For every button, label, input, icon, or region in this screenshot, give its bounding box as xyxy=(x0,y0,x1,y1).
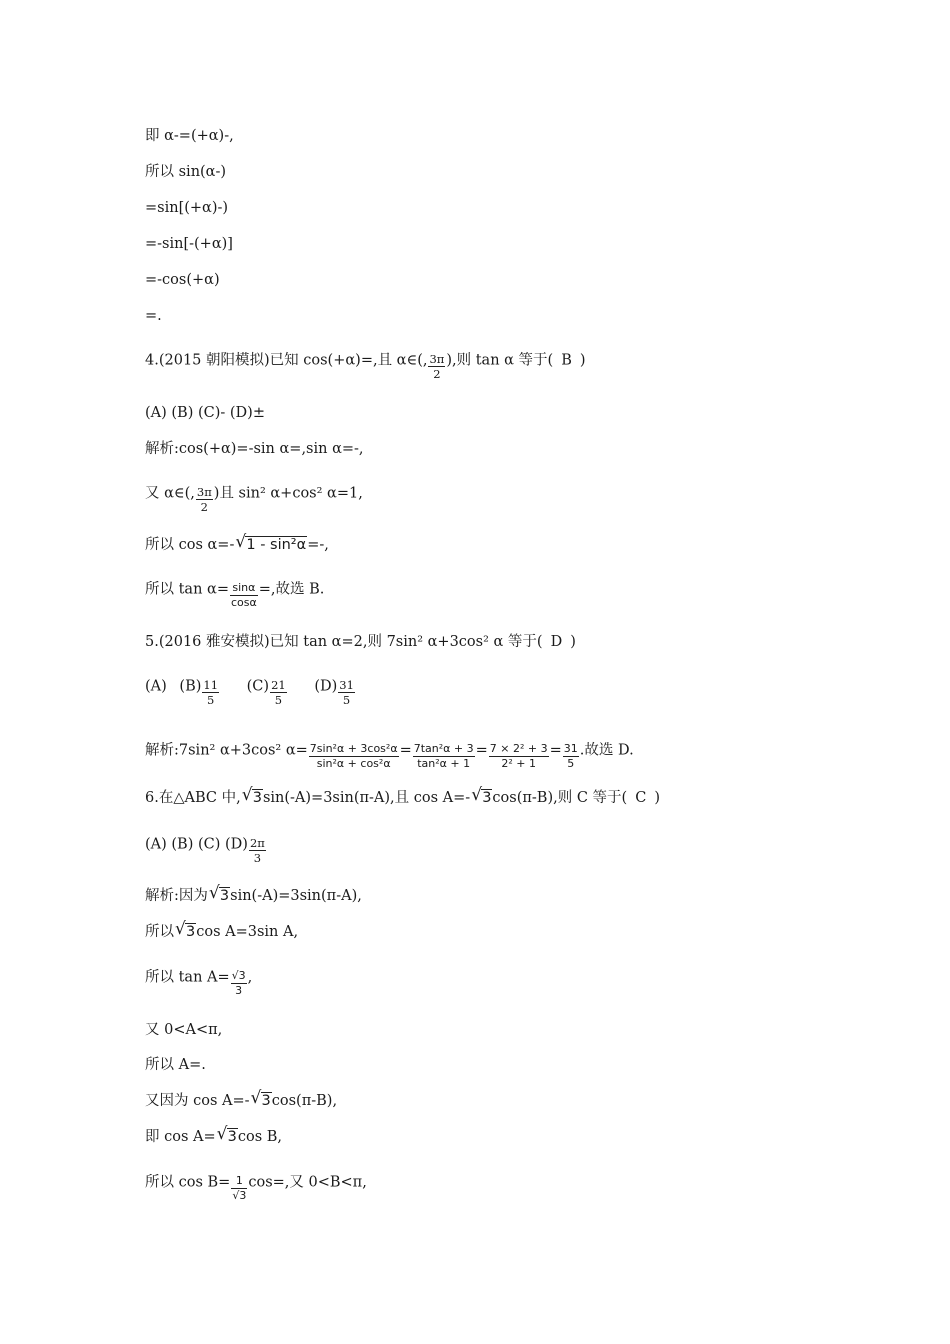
q5-stem-a: 5.(2016 雅安模拟)已知 tan α=2,则 7sin² α+3cos² α 等于( xyxy=(145,634,543,650)
l06: =. xyxy=(145,308,162,324)
q6-sol6-a: 又因为 cos A=- xyxy=(145,1093,250,1109)
q6-sol7-b: cos B, xyxy=(237,1129,283,1145)
q6-sol3-den: 3 xyxy=(235,984,243,997)
q5-opt-a: (A) xyxy=(145,678,167,695)
q5-f1-num: 7sin²α + 3cos²α xyxy=(309,742,398,755)
q6-sol6 xyxy=(145,1091,337,1111)
q4-frac-num: 3π xyxy=(429,352,445,366)
q6-sol7-sqrt xyxy=(217,1127,238,1147)
q6-sol8-b: cos=,又 0<B<π, xyxy=(248,1174,367,1191)
q5-opt-c-den: 5 xyxy=(274,693,283,707)
q6-stem-b: sin(-A)=3sin(π-A),且 cos A=- xyxy=(262,790,471,806)
l05: =-cos(+α) xyxy=(145,272,220,288)
q6-sol8-num: 1 xyxy=(231,1174,247,1189)
q4-sol4-frac xyxy=(230,581,258,610)
q5-eq1: = xyxy=(399,742,412,759)
q5-f1-den: sin²α + cos²α xyxy=(316,757,391,770)
q5-opt-d-frac xyxy=(338,678,355,707)
q5-opt-d-num: 31 xyxy=(339,678,354,692)
q5-f4-den: 5 xyxy=(567,757,575,770)
l04: =-sin[-(+α)] xyxy=(145,236,233,252)
q5-f4 xyxy=(563,742,579,771)
q4-sol4-a: 所以 tan α= xyxy=(145,581,229,598)
q6-sol2-b: cos A=3sin A, xyxy=(196,924,299,940)
q4-options: (A) (B) (C)- (D)± xyxy=(145,405,265,421)
q5-opt-b-den: 5 xyxy=(207,693,215,707)
q4-sol3-a: 所以 cos α=- xyxy=(145,537,235,553)
q5-opt-b-num: 11 xyxy=(203,678,219,692)
q4-sol3-b: =-, xyxy=(307,537,329,553)
q5-sol-a: 解析:7sin² α+3cos² α= xyxy=(145,742,308,759)
q6-opt-d-num: 2π xyxy=(249,836,265,850)
q6-stem-rad: 3 xyxy=(252,790,262,806)
q6-sol1-a: 解析:因为 xyxy=(145,888,208,904)
q5-opt-b-frac xyxy=(202,678,219,707)
q6-sol3-b: , xyxy=(247,969,253,986)
q5-options xyxy=(145,672,356,707)
q4-sol2-b: )且 sin² α+cos² α=1, xyxy=(213,485,363,502)
q6-sol1-b: sin(-A)=3sin(π-A), xyxy=(230,888,362,904)
q6-stem xyxy=(145,788,660,808)
q6-answer: C xyxy=(635,790,647,806)
q4-sol2 xyxy=(145,479,363,514)
q4-answer: B xyxy=(561,352,572,369)
q5-answer: D xyxy=(550,634,563,650)
q6-sol3-a: 所以 tan A= xyxy=(145,969,230,986)
q6-stem-c: cos(π-B),则 C 等于( xyxy=(492,790,628,806)
q4-sol1: 解析:cos(+α)=-sin α=,sin α=-, xyxy=(145,441,364,457)
q5-eq3: = xyxy=(549,742,562,759)
q5-opt-c-num: 21 xyxy=(271,678,286,692)
q4-stem-c: ) xyxy=(579,352,586,369)
q4-sol2-frac xyxy=(196,485,213,514)
q5-stem xyxy=(145,632,576,652)
l02: 所以 sin(α-) xyxy=(145,164,227,180)
q5-opt-d: (D) xyxy=(314,678,338,695)
q6-sol8-a: 所以 cos B= xyxy=(145,1174,231,1191)
q6-sol7-a: 即 cos A= xyxy=(145,1129,216,1145)
q5-f2-num: 7tan²α + 3 xyxy=(413,742,474,755)
q4-sol2-den: 2 xyxy=(200,500,208,514)
q6-sol6-sqrt xyxy=(251,1091,272,1111)
q5-opt-c-frac xyxy=(270,678,287,707)
q6-sol5: 所以 A=. xyxy=(145,1057,206,1073)
q4-sol3 xyxy=(145,535,329,555)
q4-sol4-num: sinα xyxy=(230,581,258,596)
l01: 即 α-=(+α)-, xyxy=(145,128,234,144)
q4-sol2-num: 3π xyxy=(196,485,212,499)
q5-opt-d-den: 5 xyxy=(342,693,351,707)
q5-f3-den: 2² + 1 xyxy=(501,757,537,770)
q5-eq2: = xyxy=(475,742,488,759)
q6-stem-d: ) xyxy=(654,790,660,806)
q6-sol2-a: 所以 xyxy=(145,924,174,940)
q4-sol4-b: =,故选 B. xyxy=(258,581,325,598)
q6-options-a: (A) (B) (C) (D) xyxy=(145,836,248,853)
q6-stem-rad2: 3 xyxy=(482,790,492,806)
q5-f3-num: 7 × 2² + 3 xyxy=(489,742,548,755)
q5-f4-num: 31 xyxy=(563,742,578,755)
q6-sol3 xyxy=(145,963,253,997)
q6-sol8-den: √3 xyxy=(232,1189,247,1202)
q6-stem-sqrt2 xyxy=(471,788,492,808)
q6-sol3-num: √3 xyxy=(231,969,246,982)
q6-sol4: 又 0<A<π, xyxy=(145,1022,223,1038)
q6-opt-d-frac xyxy=(249,836,266,865)
q5-f2 xyxy=(413,742,475,771)
q5-opt-c: (C) xyxy=(246,678,270,695)
q4-stem xyxy=(145,346,586,381)
q4-frac-den: 2 xyxy=(433,367,441,381)
q6-sol3-frac xyxy=(231,969,247,998)
q5-f3 xyxy=(489,742,549,771)
q6-sol1 xyxy=(145,886,362,906)
q5-solution xyxy=(145,736,634,770)
q4-frac xyxy=(428,352,445,381)
q6-stem-a: 6.在△ABC 中, xyxy=(145,790,241,806)
q5-stem-b: ) xyxy=(570,634,576,650)
q6-sol8 xyxy=(145,1168,367,1202)
q4-sol4 xyxy=(145,575,325,609)
q6-sol7 xyxy=(145,1127,282,1147)
q6-sol1-rad: 3 xyxy=(219,888,230,904)
q6-sol7-rad: 3 xyxy=(227,1129,237,1145)
q5-opt-b: (B) xyxy=(179,678,202,695)
q6-sol1-sqrt xyxy=(209,886,230,906)
q6-sol6-rad: 3 xyxy=(261,1093,271,1109)
q6-sol2-sqrt xyxy=(175,922,196,942)
q6-stem-sqrt xyxy=(242,788,263,808)
q4-stem-a: 4.(2015 朝阳模拟)已知 cos(+α)=,且 α∈(, xyxy=(145,352,428,369)
q5-f2-den: tan²α + 1 xyxy=(417,757,471,770)
q6-sol6-b: cos(π-B), xyxy=(271,1093,338,1109)
q5-f1 xyxy=(309,742,399,771)
q6-sol8-frac xyxy=(231,1174,247,1203)
q6-sol2 xyxy=(145,922,298,942)
q4-sol3-sqrt xyxy=(235,535,307,555)
q4-sol4-den: cosα xyxy=(230,596,257,609)
q6-sol2-rad: 3 xyxy=(186,924,196,940)
q4-stem-b: ),则 tan α 等于( xyxy=(446,352,554,369)
q4-sol3-rad: 1 - sin²α xyxy=(246,537,307,553)
q6-opt-d-den: 3 xyxy=(253,851,262,865)
q4-sol2-a: 又 α∈(, xyxy=(145,485,195,502)
l03: =sin[(+α)-) xyxy=(145,200,229,216)
q6-options xyxy=(145,830,267,865)
q5-sol-b: .故选 D. xyxy=(579,742,634,759)
